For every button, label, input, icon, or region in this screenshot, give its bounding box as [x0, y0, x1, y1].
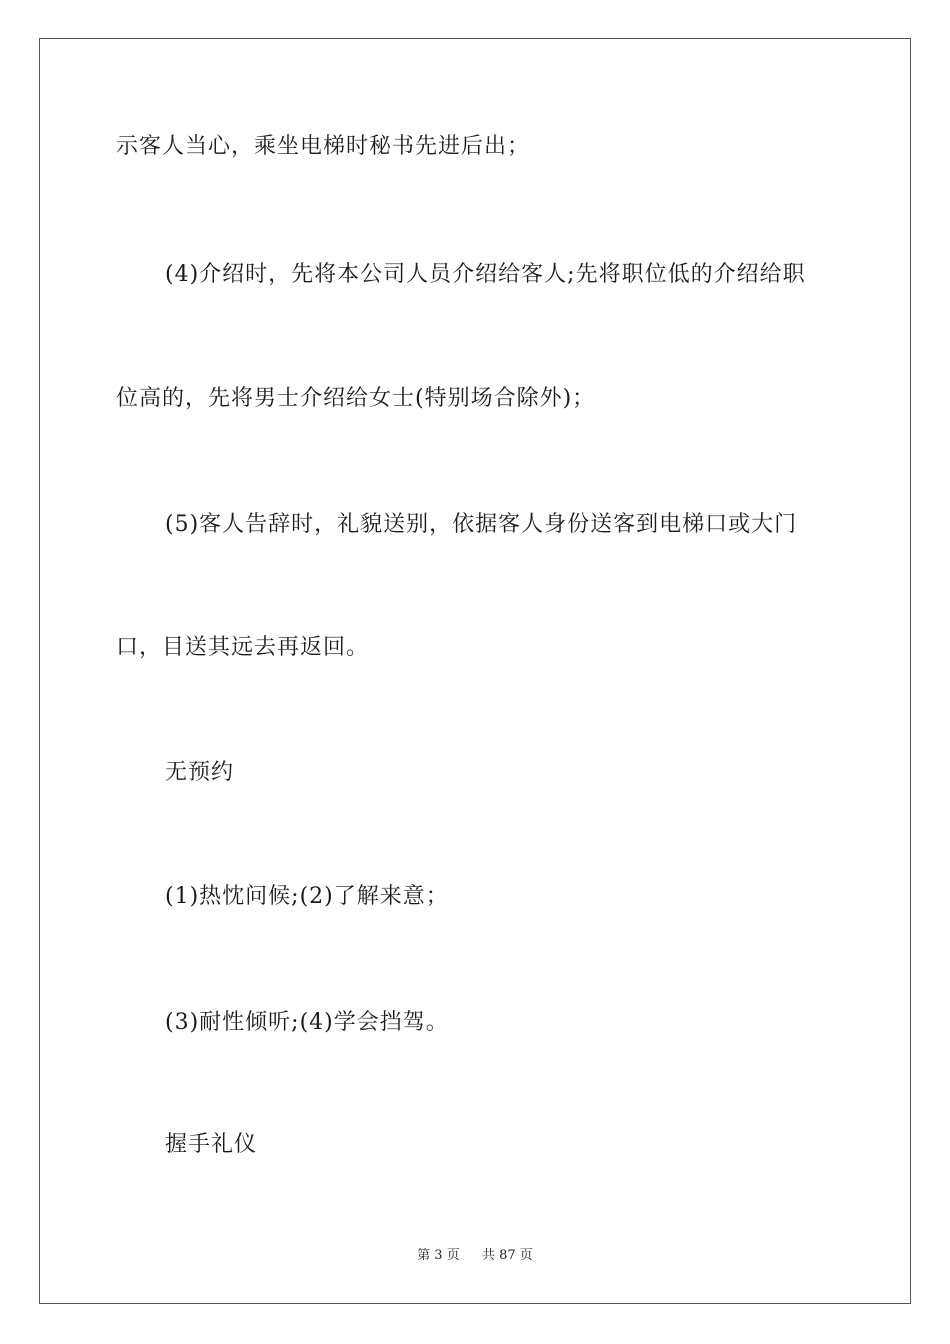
text-line-4: (5)客人告辞时，礼貌送别，依据客人身份送客到电梯口或大门 [165, 512, 798, 537]
text-line-2: (4)介绍时，先将本公司人员介绍给客人;先将职位低的介绍给职 [165, 262, 806, 287]
text-line-7: (1)热忱问候;(2)了解来意； [165, 884, 449, 909]
text-line-5: 口，目送其远去再返回。 [116, 635, 370, 660]
section-heading-handshake: 握手礼仪 [165, 1132, 258, 1157]
page-total: 共 87 页 [482, 1248, 533, 1263]
text-line-8: (3)耐性倾听;(4)学会挡驾。 [165, 1010, 449, 1035]
page-number: 第 3 页 [417, 1248, 460, 1263]
section-heading-no-appointment: 无预约 [165, 760, 235, 785]
text-line-1: 示客人当心，乘坐电梯时秘书先进后出； [116, 134, 531, 159]
page-border [39, 38, 911, 1304]
page-footer [0, 1247, 950, 1265]
text-line-3: 位高的，先将男士介绍给女士(特别场合除外)； [116, 386, 596, 411]
